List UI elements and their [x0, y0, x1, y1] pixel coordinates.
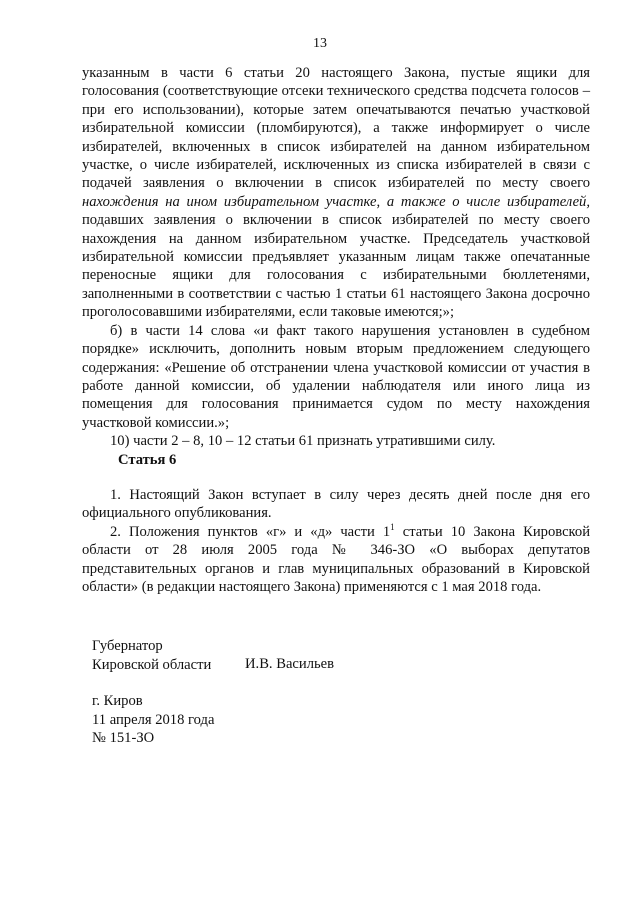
article-point-2-text-a: 2. Положения пунктов «г» и «д» части 1 — [110, 523, 391, 540]
signatory-title-line-1: Губернатор — [92, 638, 163, 654]
signatory-title — [92, 637, 211, 674]
article-body — [82, 486, 590, 596]
article-point-2 — [82, 523, 590, 597]
continuation-text-1: указанным в части 6 статьи 20 настоящего Закона, пустые ящики для голосования (соответствующие отсеки технического средства подсчета голосов – при его использовании), которые затем опечатываются печатью участковой избирательной комиссии (пломбируются), а также информирует о числе избирателей, включенных в список избирателей на данном избирательном участке, о числе избирателей, исключенных из списка избирателей в связи с подачей заявления о включении в список избирателей по месту своего — [82, 65, 590, 192]
document-date: 11 апреля 2018 года — [92, 711, 215, 728]
continuation-italic-2: а также о числе избирателей, — [386, 193, 591, 210]
item-10-paragraph: 10) части 2 – 8, 10 – 12 статьи 61 признать утратившими силу. — [110, 433, 496, 450]
item-b-paragraph: б) в части 14 слова «и факт такого нарушения установлен в судебном порядке» исключить, дополнить новым вторым предложением следующего содержания: «Решение об отстранении члена участковой комиссии от участия в работе данной комиссии, об удалении наблюдателя или иного лица из помещения для голосования принимается судом по месту нахождения участковой комиссии.»; — [82, 322, 590, 431]
document-details — [92, 692, 214, 748]
signatory-name: И.В. Васильев — [245, 656, 335, 672]
article-point-2-text-b: статьи 10 Закона Кировской области от 28 июля 2005 года № 346-ЗО «О выборах депутатов представительных органов и глав муниципальных образований в Кировской области» (в редакции настоящего Закона) применяются с 1 мая 2018 года. — [82, 523, 591, 596]
amendments-block — [82, 64, 590, 451]
article-point-2-superscript: 1 — [390, 521, 395, 532]
continuation-text-2: , — [376, 193, 387, 210]
document-city: г. Киров — [92, 693, 143, 709]
signatory-title-line-2: Кировской области — [92, 656, 212, 673]
article-point-1: 1. Настоящий Закон вступает в силу через десять дней после дня его официального опубликования. — [82, 487, 590, 522]
document-number: № 151-ЗО — [92, 730, 155, 746]
article-heading: Статья 6 — [118, 452, 177, 468]
page-number: 13 — [313, 36, 327, 51]
continuation-text-3: подавших заявления о включении в список избирателей по месту своего нахождения на данном избирательном участке. Председатель участковой избирательной комиссии предъявляет указанным лицам также опечатанные переносные ящики для голосования с избирательными бюллетенями, заполненными в соответствии с частью 1 статьи 61 настоящего Закона досрочно проголосовавшими избирателями, если таковые имеются;»; — [82, 212, 590, 321]
continuation-italic-1: нахождения на ином избирательном участке — [82, 193, 377, 210]
continuation-paragraph — [82, 64, 590, 322]
